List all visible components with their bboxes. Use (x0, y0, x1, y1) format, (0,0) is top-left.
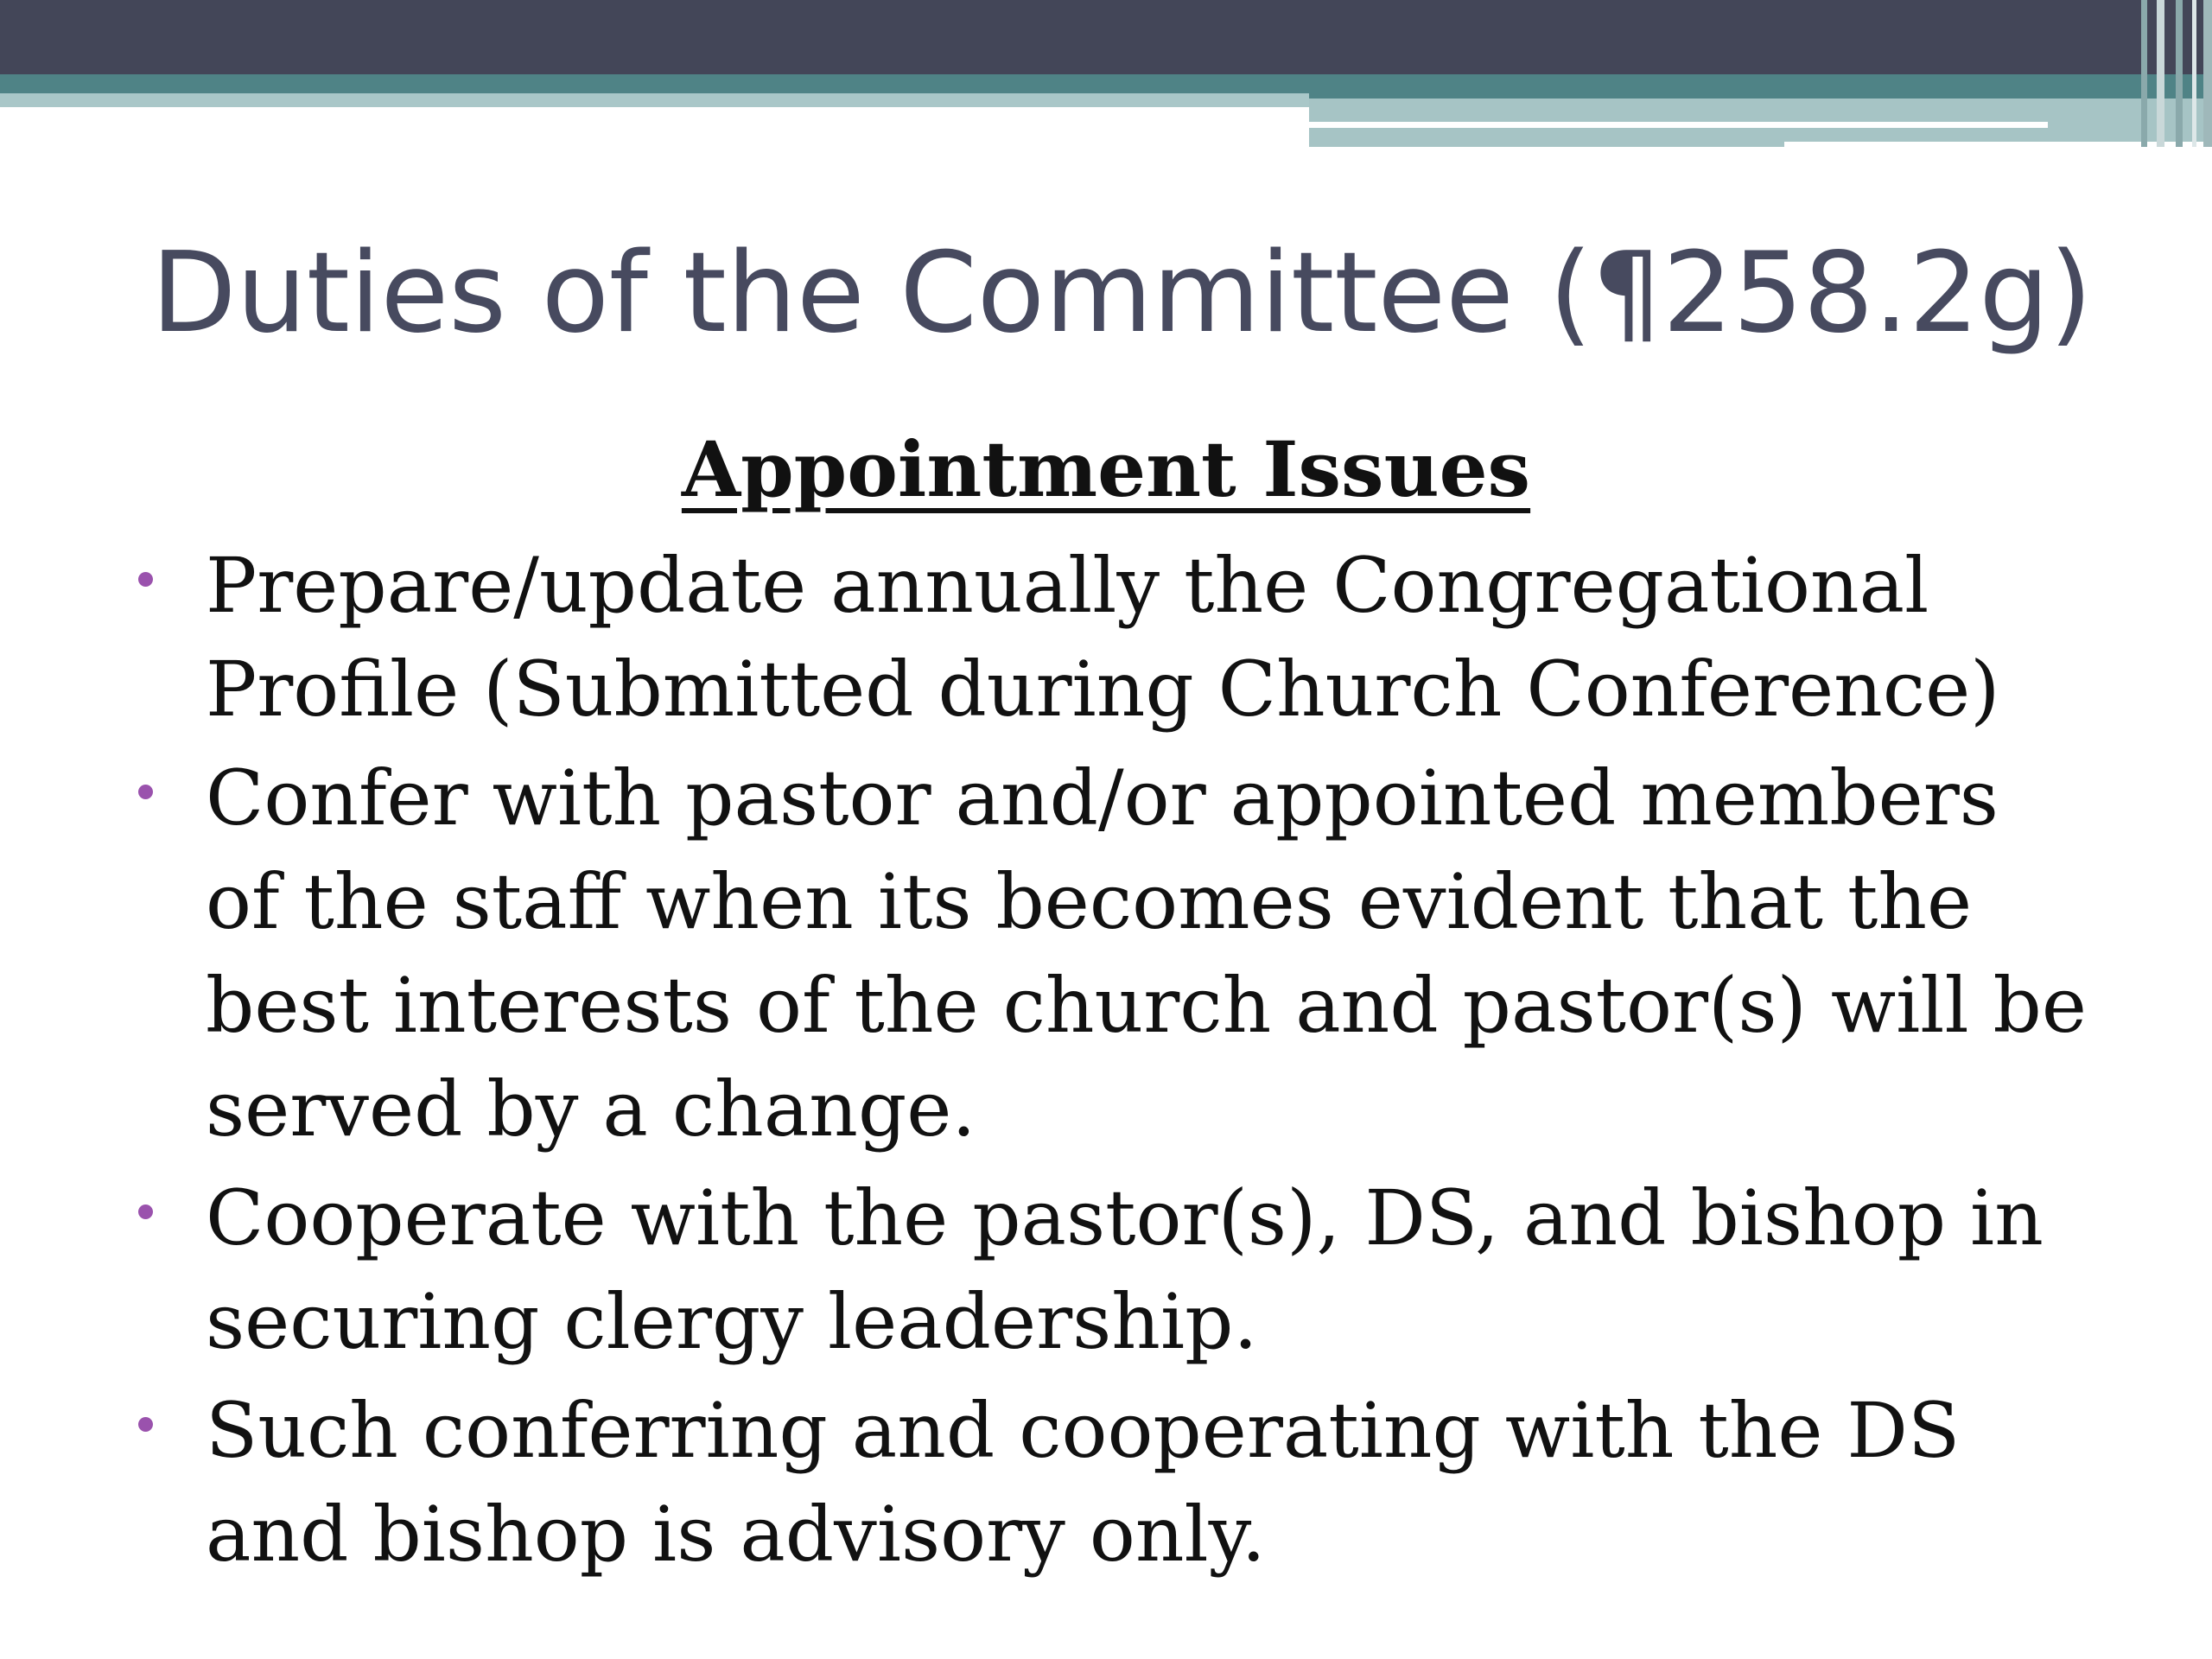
edge-stripe (2176, 0, 2183, 147)
bullet-item (138, 1166, 2091, 1374)
edge-stripe (2141, 0, 2147, 147)
slide-title: Duties of the Committee (¶258.2g) (151, 229, 2093, 358)
edge-stripe (2203, 0, 2212, 147)
edge-stripe (2157, 0, 2164, 147)
section-subheading: Appointment Issues (681, 424, 1531, 514)
header-accent-line (1784, 142, 2212, 147)
bullet-text: Prepare/update annually the Congregational Profile (Submitted during Church Conference) (206, 541, 2000, 734)
bullet-item (138, 747, 2091, 1161)
bullet-list (138, 534, 2091, 1592)
bullet-item (138, 534, 2091, 741)
bullet-icon (138, 572, 153, 587)
bullet-item (138, 1379, 2091, 1586)
bullet-text: Such conferring and cooperating with the DS and bishop is advisory only. (206, 1386, 1961, 1579)
header-dark-bar (0, 0, 2212, 74)
bullet-icon (138, 785, 153, 799)
bullet-text: Cooperate with the pastor(s), DS, and bishop in securing clergy leadership. (206, 1173, 2044, 1366)
header-accent-line (1309, 122, 2048, 128)
edge-stripe (2192, 0, 2196, 147)
bullet-icon (138, 1205, 153, 1219)
bullet-icon (138, 1417, 153, 1432)
bullet-text: Confer with pastor and/or appointed members of the staff when its becomes evident that the best interests of the church and pastor(s) will be served by a change. (206, 753, 2087, 1154)
header-light-teal-bar-left (0, 93, 1309, 107)
